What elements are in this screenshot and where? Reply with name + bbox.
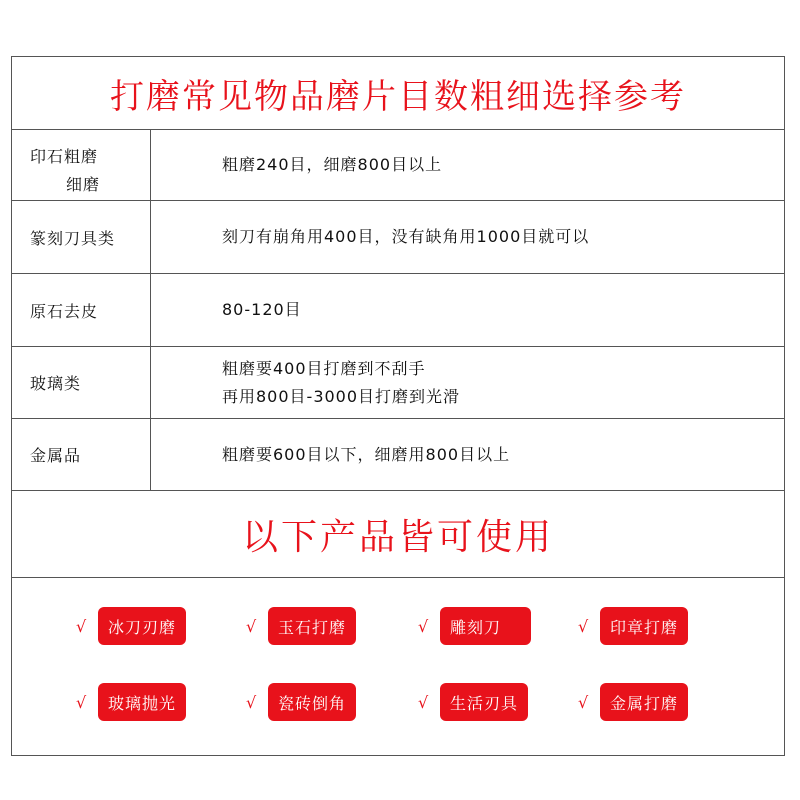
- product-tag: [246, 607, 356, 645]
- row-value-line: 粗磨要600目以下，细磨用800目以上: [222, 444, 511, 464]
- row-value: [222, 274, 774, 346]
- product-tag: [76, 683, 186, 721]
- row-label: [12, 201, 151, 273]
- row-label-line: 原石去皮: [30, 301, 99, 321]
- check-icon: √: [418, 616, 429, 636]
- product-tag: [246, 683, 356, 721]
- product-tag: [418, 683, 528, 721]
- row-value: [222, 129, 774, 200]
- grit-table: [12, 129, 784, 491]
- product-tag: [76, 607, 186, 645]
- reference-card: [11, 56, 785, 756]
- row-label: [12, 347, 151, 418]
- product-pill: 玉石打磨: [268, 607, 356, 645]
- check-icon: √: [578, 616, 589, 636]
- row-label-line: 玻璃类: [30, 374, 82, 393]
- row-value-line: 80-120目: [222, 300, 302, 319]
- check-icon: √: [246, 692, 257, 712]
- table-row: [12, 419, 784, 491]
- check-icon: √: [578, 692, 589, 712]
- product-pill: 印章打磨: [600, 607, 688, 645]
- product-pill: 瓷砖倒角: [268, 683, 356, 721]
- table-row: [12, 274, 784, 347]
- row-value: [222, 201, 774, 273]
- row-value-line: 再用800目-3000目打磨到光滑: [222, 386, 461, 406]
- product-pill: 冰刀刃磨: [98, 607, 186, 645]
- check-icon: √: [246, 616, 257, 636]
- table-row: [12, 201, 784, 274]
- row-label: [12, 419, 151, 490]
- table-row: [12, 129, 784, 201]
- page-title: 打磨常见物品磨片目数粗细选择参考: [110, 76, 686, 117]
- product-tag: [578, 683, 688, 721]
- product-pill: 生活刃具: [440, 683, 528, 721]
- products-title-row: [12, 491, 784, 578]
- product-tag: [578, 607, 688, 645]
- row-value-line: 粗磨240目，细磨800目以上: [222, 154, 443, 174]
- check-icon: √: [76, 692, 87, 712]
- products-title: 以下产品皆可使用: [241, 516, 554, 558]
- row-label-line: 细磨: [66, 175, 101, 194]
- row-label-line: 印石粗磨: [30, 147, 99, 166]
- product-pill: 金属打磨: [600, 683, 688, 721]
- row-value-line: 粗磨要400目打磨到不刮手: [222, 358, 426, 378]
- row-value: [222, 419, 774, 490]
- table-row: [12, 347, 784, 419]
- title-row: [12, 57, 784, 130]
- row-value: [222, 347, 774, 418]
- row-label: [12, 129, 151, 200]
- product-tag: [418, 607, 531, 645]
- row-label-line: 篆刻刀具类: [30, 228, 116, 248]
- product-tag-grid: [12, 577, 784, 757]
- row-value-line: 刻刀有崩角用400目，没有缺角用1000目就可以: [222, 227, 590, 246]
- product-pill: 玻璃抛光: [98, 683, 186, 721]
- check-icon: √: [76, 616, 87, 636]
- row-label: [12, 274, 151, 346]
- check-icon: √: [418, 692, 429, 712]
- row-label-line: 金属品: [30, 446, 82, 465]
- product-pill: 雕刻刀: [440, 607, 531, 645]
